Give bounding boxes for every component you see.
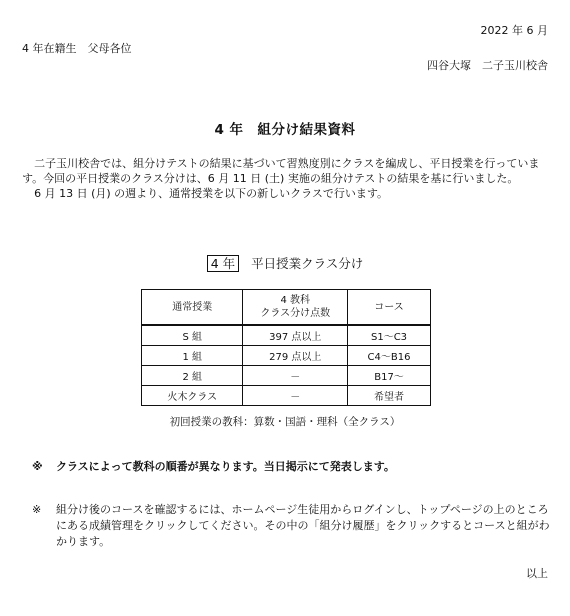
course-cell: C4～B16 — [348, 346, 431, 366]
course-cell: S1～C3 — [348, 325, 431, 346]
header-course: コース — [348, 290, 431, 326]
table-row — [142, 366, 431, 386]
body-paragraph-2: 6 月 13 日 (月) の週より、通常授業を以下の新しいクラスで行います。 — [34, 187, 388, 200]
header-regular-class: 通常授業 — [142, 290, 243, 326]
subtitle-text: 平日授業クラス分け — [251, 256, 364, 271]
grade-label: 4 年 — [207, 255, 239, 272]
class-cell: 2 組 — [142, 366, 243, 386]
note-1 — [32, 459, 552, 475]
score-cell: 279 点以上 — [243, 346, 348, 366]
table-row — [142, 346, 431, 366]
header-score-line-1: 4 教科 — [280, 295, 311, 306]
sender: 四谷大塚 二子玉川校舎 — [427, 59, 548, 72]
closing-text: 以上 — [526, 567, 548, 580]
note-mark: ※ — [32, 503, 42, 516]
document-title: 4 年 組分け結果資料 — [214, 122, 356, 138]
table-row — [142, 325, 431, 346]
first-lesson-note: 初回授業の教科：算数・国語・理科（全クラス） — [169, 416, 401, 428]
body-paragraph-1: 二子玉川校舎では、組分けテストの結果に基づいて習熟度別にクラスを編成し、平日授業を行っています。今回の平日授業のクラス分けは、6 月 11 日 (土) 実施の組分けテストの結果を基に行いました。 — [22, 157, 540, 185]
note-text: 組分け後のコースを確認するには、ホームページ生徒用からログインし、トップページの上のところにある成績管理をクリックしてください。その中の「組分け履歴」をクリックするとコースと組がわかります。 — [56, 503, 550, 548]
note-mark: ※ — [32, 460, 43, 473]
addressee: 4 年在籍生 父母各位 — [22, 42, 132, 55]
document-date: 2022 年 6 月 — [480, 24, 548, 37]
table-row — [142, 386, 431, 406]
header-score-line-2: クラス分け点数 — [260, 308, 331, 319]
body-text — [22, 156, 550, 201]
table-subtitle — [0, 254, 570, 272]
class-cell: 火木クラス — [142, 386, 243, 406]
score-cell: － — [243, 386, 348, 406]
note-text: クラスによって教科の順番が異なります。当日掲示にて発表します。 — [56, 460, 395, 473]
class-assignment-table — [141, 289, 431, 406]
header-score — [243, 290, 348, 326]
course-cell: B17～ — [348, 366, 431, 386]
class-cell: S 組 — [142, 325, 243, 346]
score-cell: － — [243, 366, 348, 386]
table-header-row — [142, 290, 431, 326]
course-cell: 希望者 — [348, 386, 431, 406]
note-2 — [32, 502, 552, 550]
class-cell: 1 組 — [142, 346, 243, 366]
score-cell: 397 点以上 — [243, 325, 348, 346]
